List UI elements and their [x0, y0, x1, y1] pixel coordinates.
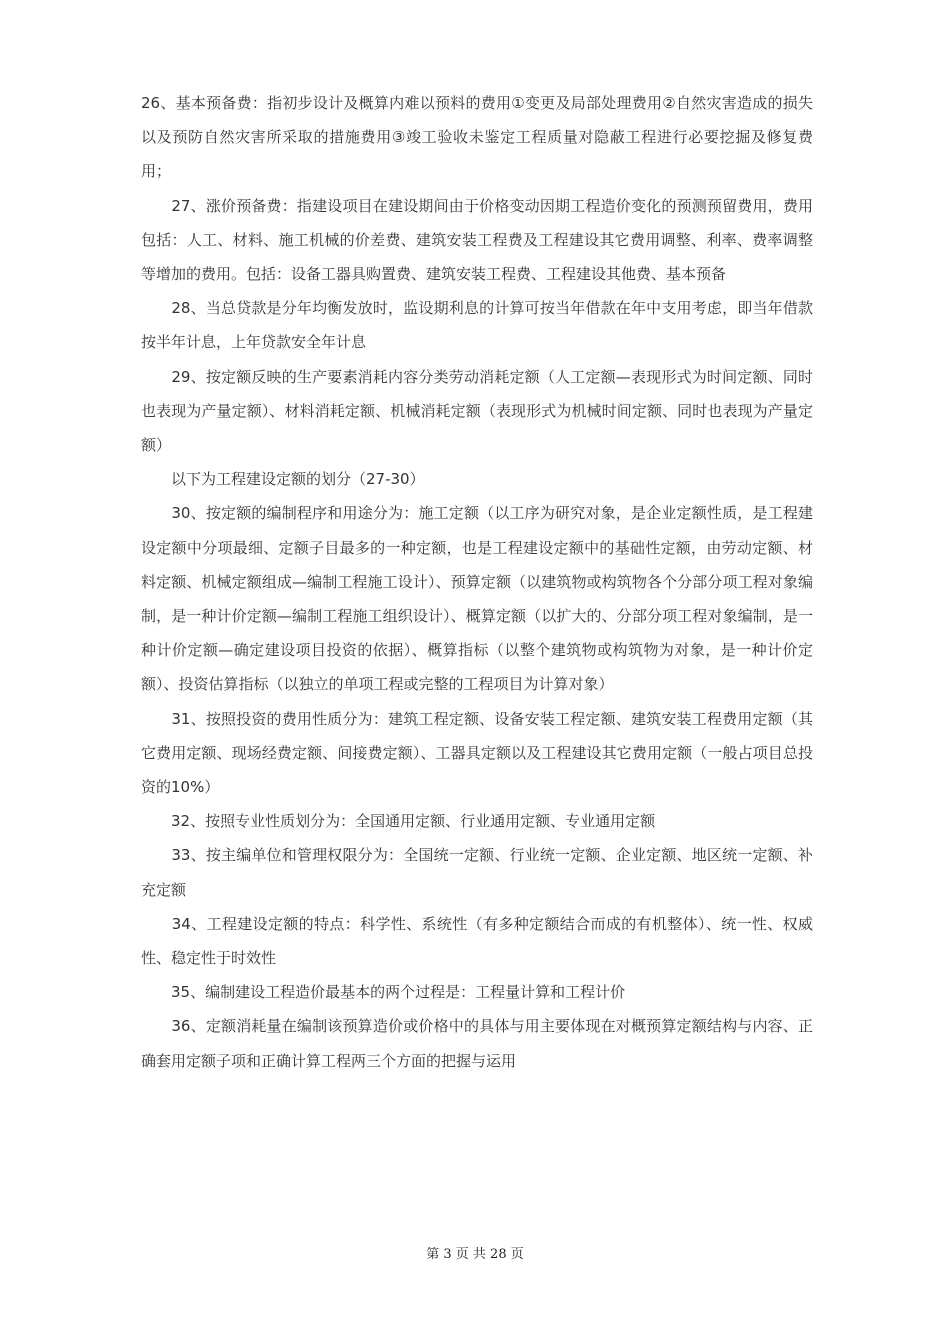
paragraph-26: 26、基本预备费：指初步设计及概算内难以预料的费用①变更及局部处理费用②自然灾害造成的损失以及预防自然灾害所采取的措施费用③竣工验收未鉴定工程质量对隐蔽工程进行必要挖掘及修复费用； — [141, 94, 813, 181]
paragraph-30: 30、按定额的编制程序和用途分为：施工定额（以工序为研究对象，是企业定额性质，是工程建设定额中分项最细、定额子目最多的一种定额，也是工程建设定额中的基础性定额，由劳动定额、材料定额、机械定额组成—编制工程施工设计）、预算定额（以建筑物或构筑物各个分部分项工程对象编制，是一种计价定额—编制工程施工组织设计）、概算定额（以扩大的、分部分项工程对象编制，是一种计价定额—确定建设项目投资的依据）、概算指标（以整个建筑物或构筑物为对象，是一种计价定额）、投资估算指标（以独立的单项工程或完整的工程项目为计算对象） — [141, 504, 813, 694]
paragraph-27: 27、涨价预备费：指建设项目在建设期间由于价格变动因期工程造价变化的预测预留费用，费用包括：人工、材料、施工机械的价差费、建筑安装工程费及工程建设其它费用调整、利率、费率调整等增加的费用。包括：设备工器具购置费、建筑安装工程费、工程建设其他费、基本预备 — [141, 196, 813, 284]
paragraph-28: 28、当总贷款是分年均衡发放时，监设期利息的计算可按当年借款在年中支用考虑，即当年借款按半年计息，上年贷款安全年计息 — [141, 299, 813, 352]
paragraph-33: 33、按主编单位和管理权限分为：全国统一定额、行业统一定额、企业定额、地区统一定额、补充定额 — [141, 846, 813, 899]
paragraph-35: 35、编制建设工程造价最基本的两个过程是：工程量计算和工程计价 — [141, 983, 626, 1002]
paragraph-31: 31、按照投资的费用性质分为：建筑工程定额、设备安装工程定额、建筑安装工程费用定额（其它费用定额、现场经费定额、间接费定额）、工器具定额以及工程建设其它费用定额（一般占项目总投资的10%） — [141, 709, 813, 797]
document-body — [141, 86, 813, 1078]
page-footer — [0, 1243, 950, 1262]
paragraph-34: 34、工程建设定额的特点：科学性、系统性（有多种定额结合而成的有机整体）、统一性、权威性、稳定性于时效性 — [141, 914, 813, 968]
paragraph-36: 36、定额消耗量在编制该预算造价或价格中的具体与用主要体现在对概预算定额结构与内容、正确套用定额子项和正确计算工程两三个方面的把握与运用 — [141, 1017, 813, 1070]
paragraph-32: 32、按照专业性质划分为：全国通用定额、行业通用定额、专业通用定额 — [141, 812, 656, 831]
paragraph-29: 29、按定额反映的生产要素消耗内容分类劳动消耗定额（人工定额—表现形式为时间定额、同时也表现为产量定额）、材料消耗定额、机械消耗定额（表现形式为机械时间定额、同时也表现为产量定额） — [141, 367, 813, 455]
section-note: 以下为工程建设定额的划分（27-30） — [141, 470, 425, 489]
page-number: 第 3 页 共 28 页 — [426, 1247, 524, 1262]
